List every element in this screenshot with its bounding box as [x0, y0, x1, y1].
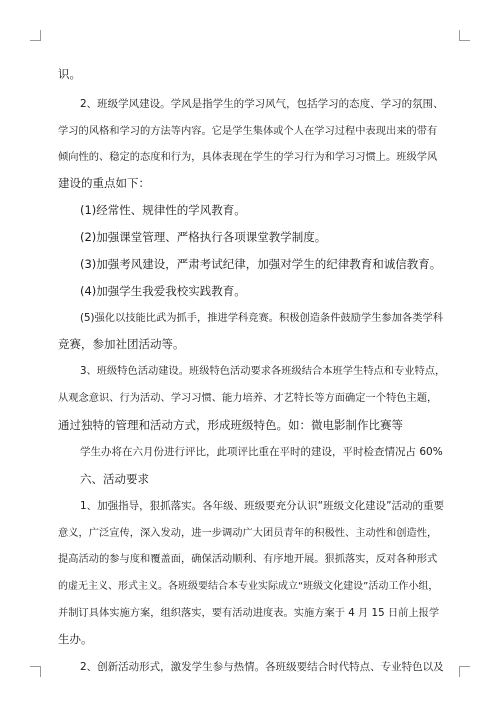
text-line: 提高活动的参与度和覆盖面，确保活动顺利、有序地开展。狠抓落实，反对各种形式: [58, 553, 438, 565]
crop-mark-bottom-left: [30, 666, 41, 677]
crop-mark-top-right: [459, 30, 470, 41]
text-line: 倾向性的、稳定的态度和行为，具体表现在学生的学习行为和学习习惯上。班级学风: [58, 151, 438, 163]
text-line: 学习的风格和学习的方法等内容。它是学生集体或个人在学习过程中表现出来的带有: [58, 125, 438, 137]
text-line: 竞赛，参加社团活动等。: [58, 337, 185, 351]
text-line: 并制订具体实施方案，组织落实，要有活动进度表。实施方案于 4 月 15 日前上报学: [58, 607, 440, 619]
text-line: (4)加强学生我爱我校实践教育。: [80, 284, 246, 298]
text-line: 2、创新活动形式，激发学生参与热情。各班级要结合时代特点、专业特色以及: [80, 661, 444, 673]
text-line: 的虚无主义、形式主义。各班级要结合本专业实际成立“班级文化建设”活动工作小组，: [58, 581, 439, 592]
text-line: 通过独特的管理和活动方式，形成班级特色。如：微电影制作比赛等: [58, 418, 403, 432]
crop-mark-bottom-right: [459, 666, 470, 677]
text-line: 识。: [58, 67, 81, 81]
text-line: 1、加强指导，狠抓落实。各年级、班级要充分认识“班级文化建设”活动的重要: [80, 500, 445, 512]
text-line: 学生办将在六月份进行评比，此项评比重在平时的建设，平时检查情况占 60%: [80, 446, 443, 458]
text-line: 意义，广泛宣传，深入发动，进一步调动广大团员青年的积极性、主动性和创造性，: [58, 527, 438, 539]
text-line: 从观念意识、行为活动、学习习惯、能力培养、才艺特长等方面确定一个特色主题，: [58, 392, 438, 404]
text-line: (5)强化以技能比武为抓手，推进学科竞赛。积极创造条件鼓励学生参加各类学科: [80, 312, 444, 324]
text-line: 2、班级学风建设。学风是指学生的学习风气，包括学习的态度、学习的氛围、: [80, 98, 444, 110]
crop-mark-top-left: [30, 30, 41, 41]
section-heading: 六、活动要求: [80, 472, 149, 486]
text-line: (2)加强课堂管理、严格执行各项课堂教学制度。: [80, 230, 327, 244]
text-line: (3)加强考风建设，严肃考试纪律，加强对学生的纪律教育和诚信教育。: [80, 257, 442, 271]
text-line: 生办。: [58, 632, 93, 646]
text-line: 3、班级特色活动建设。班级特色活动要求各班级结合本班学生特点和专业特点，: [80, 365, 446, 377]
text-line: (1)经常性、规律性的学风教育。: [80, 203, 246, 217]
text-line: 建设的重点如下：: [58, 176, 150, 190]
